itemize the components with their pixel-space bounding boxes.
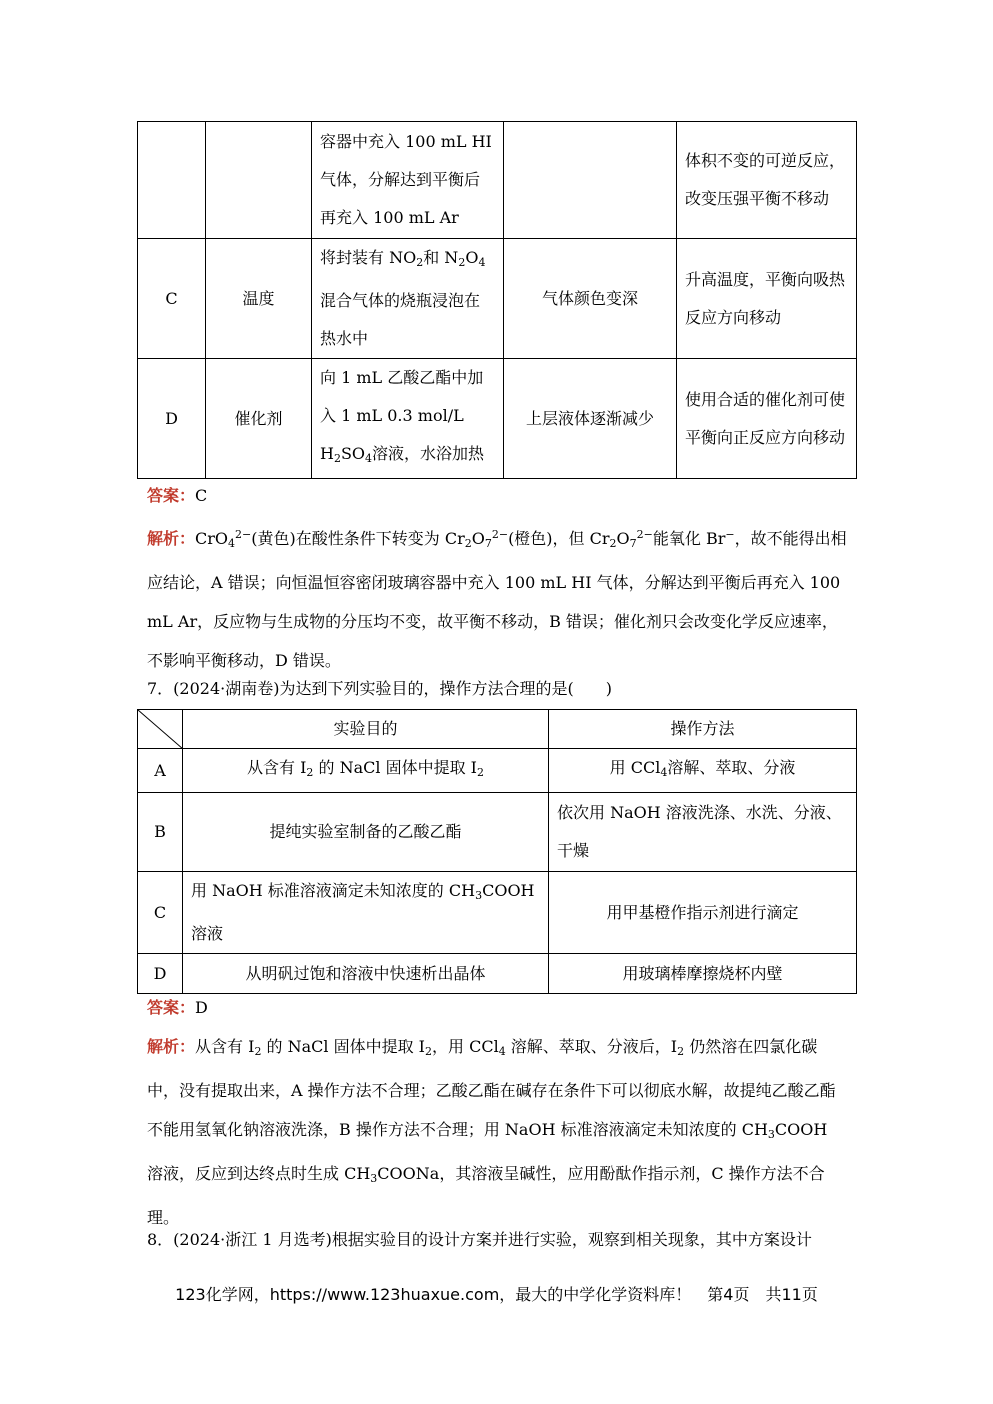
- conclusion-cell: 体积不变的可逆反应，改变压强平衡不移动: [677, 122, 857, 239]
- purpose-cell: 从明矾过饱和溶液中快速析出晶体: [183, 954, 549, 994]
- answer-label: 答案：: [147, 998, 196, 1017]
- option-letter: C: [138, 872, 183, 954]
- method-cell: 依次用 NaOH 溶液洗涤、水洗、分液、干燥: [549, 793, 857, 872]
- phenomenon-cell: [504, 122, 677, 239]
- phenomenon-cell: 气体颜色变深: [504, 239, 677, 359]
- purpose-cell: 用 NaOH 标准溶液滴定未知浓度的 $CH_3COOH$ 溶液: [183, 872, 549, 954]
- table-row: [138, 239, 857, 359]
- operation-cell: 向 1 mL 乙酸乙酯中加入 1 mL 0.3 mol/L $H_2SO_4$溶液，水浴加热: [312, 359, 504, 479]
- analysis-paragraph: 解析：从含有 $I_2$ 的 NaCl 固体中提取 $I_2$，用 CCl$_4$ 溶解、萃取、分液后，$I_2$ 仍然溶在四氯化碳中，没有提取出来，A 操作方法不合理；乙酸乙酯在碱存在条件下可以彻底水解，故提纯乙酸乙酯不能用氢氧化钠溶液洗涤，B 操作方法不合理；用 NaOH 标准溶液滴定未知浓度的 $CH_3COOH$ 溶液，反应到达终点时生成 $CH_3COONa$，其溶液呈碱性，应用酚酞作指示剂，C 操作方法不合理。: [147, 1037, 836, 1227]
- factor-cell: 温度: [206, 239, 312, 359]
- header-method: 操作方法: [549, 710, 857, 749]
- analysis-label: 解析：: [147, 529, 196, 548]
- table-row: [138, 793, 857, 872]
- factor-cell: 催化剂: [206, 359, 312, 479]
- header-purpose: 实验目的: [183, 710, 549, 749]
- option-letter: [138, 122, 206, 239]
- purpose-cell: 从含有 $I_2$ 的 NaCl 固体中提取 $I_2$: [183, 749, 549, 793]
- method-cell: 用甲基橙作指示剂进行滴定: [549, 872, 857, 954]
- diagonal-header-cell: [138, 710, 183, 749]
- operation-cell: 将封装有 $NO_2$和 $N_2O_4$混合气体的烧瓶浸泡在热水中: [312, 239, 504, 359]
- question-8: 8．(2024·浙江 1 月选考)根据实验目的设计方案并进行实验，观察到相关现象，其中方案设计: [147, 1230, 812, 1249]
- table-row: [138, 749, 857, 793]
- option-letter: D: [138, 359, 206, 479]
- option-letter: A: [138, 749, 183, 793]
- table-experiments-continued: [137, 121, 857, 479]
- table-row: [138, 872, 857, 954]
- method-cell: 用玻璃棒摩擦烧杯内壁: [549, 954, 857, 994]
- option-letter: B: [138, 793, 183, 872]
- answer-line: [147, 988, 847, 1027]
- factor-cell: [206, 122, 312, 239]
- analysis-paragraph: 解析：CrO$_4^{2-}$(黄色)在酸性条件下转变为 $Cr_2O_7^{2-}$(橙色)，但 $Cr_2O_7^{2-}$能氧化 Br−，故不能得出相应结论，A 错误；向恒温恒容密闭玻璃容器中充入 100 mL HI 气体，分解达到平衡后再充入 100 mL Ar，反应物与生成物的分压均不变，故平衡不移动，B 错误；催化剂只会改变化学反应速率，不影响平衡移动，D 错误。: [147, 528, 847, 670]
- table-header-row: [138, 710, 857, 749]
- conclusion-cell: 使用合适的催化剂可使平衡向正反应方向移动: [677, 359, 857, 479]
- answer-value: D: [195, 998, 208, 1017]
- analysis-label: 解析：: [147, 1037, 196, 1056]
- option-letter: D: [138, 954, 183, 994]
- conclusion-cell: 升高温度，平衡向吸热反应方向移动: [677, 239, 857, 359]
- diagonal-line: [138, 710, 183, 749]
- page-footer: 123化学网，https://www.123huaxue.com，最大的中学化学资料库！ 第4页 共11页: [175, 1285, 818, 1304]
- table-question-7: [137, 709, 857, 994]
- operation-cell: 容器中充入 100 mL HI 气体，分解达到平衡后再充入 100 mL Ar: [312, 122, 504, 239]
- purpose-cell: 提纯实验室制备的乙酸乙酯: [183, 793, 549, 872]
- answer-value: C: [195, 486, 208, 505]
- table-row: [138, 122, 857, 239]
- question-7: 7．(2024·湖南卷)为达到下列实验目的，操作方法合理的是( ): [147, 679, 612, 698]
- answer-line: [147, 476, 847, 515]
- option-letter: C: [138, 239, 206, 359]
- table-row: [138, 359, 857, 479]
- answer-label: 答案：: [147, 486, 196, 505]
- phenomenon-cell: 上层液体逐渐减少: [504, 359, 677, 479]
- method-cell: 用 CCl$_4$溶解、萃取、分液: [549, 749, 857, 793]
